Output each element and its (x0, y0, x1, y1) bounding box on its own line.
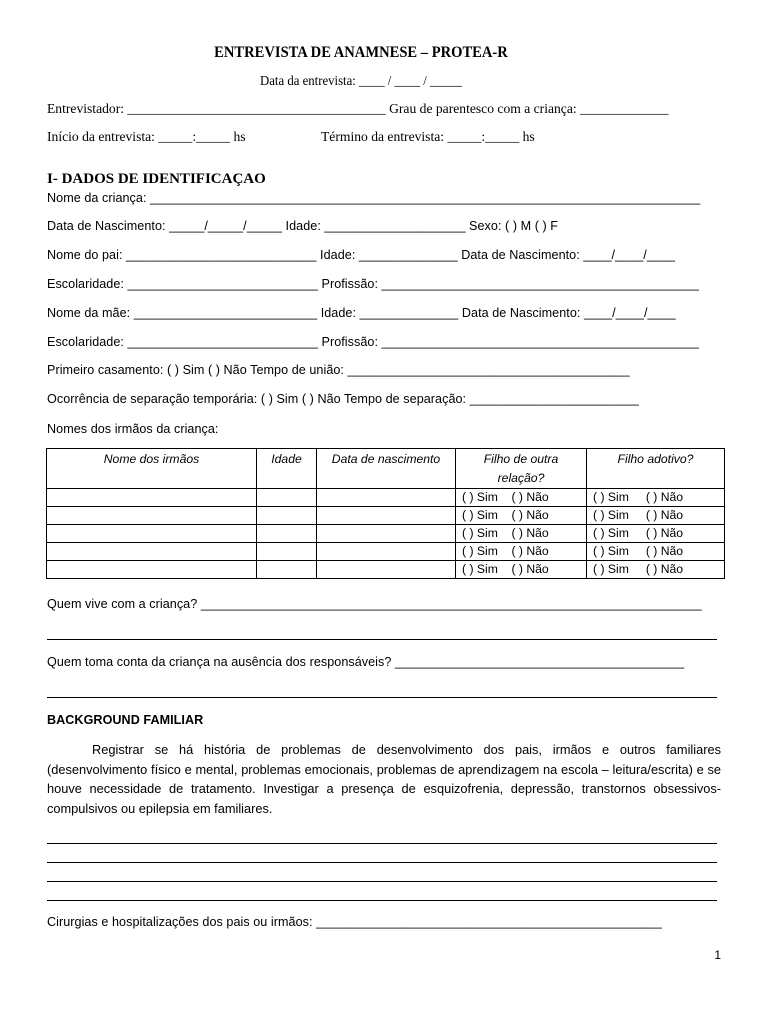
answer-line[interactable] (47, 881, 717, 882)
mother-education-field[interactable]: Escolaridade: ___________________________ Profissão: _____________________________________________ (47, 335, 699, 349)
surgeries-field[interactable]: Cirurgias e hospitalizações dos pais ou irmãos: _________________________________________________ (47, 915, 662, 929)
sibling-birth-cell[interactable] (317, 507, 456, 525)
answer-line[interactable] (47, 843, 717, 844)
answer-line[interactable] (47, 639, 717, 640)
sibling-age-cell[interactable] (257, 561, 317, 579)
header-age: Idade (257, 449, 317, 489)
option-no[interactable]: ( ) Não (511, 562, 549, 576)
other-relationship-options[interactable] (456, 561, 587, 579)
sibling-age-cell[interactable] (257, 507, 317, 525)
table-row (47, 543, 725, 561)
mother-name-field[interactable]: Nome da mãe: __________________________ Idade: ______________ Data de Nascimento: ____/____/____ (47, 306, 676, 320)
option-yes[interactable]: ( ) Sim (593, 526, 629, 540)
other-relationship-options[interactable] (456, 543, 587, 561)
background-title: BACKGROUND FAMILIAR (47, 713, 204, 727)
sibling-name-cell[interactable] (47, 561, 257, 579)
interview-date-field[interactable]: Data da entrevista: ____ / ____ / _____ (260, 73, 462, 88)
option-yes[interactable]: ( ) Sim (593, 544, 629, 558)
other-relationship-options[interactable] (456, 489, 587, 507)
header-birth-date: Data de nascimento (317, 449, 456, 489)
caretaker-field[interactable]: Quem toma conta da criança na ausência dos responsáveis? _________________________________________ (47, 655, 685, 669)
sibling-age-cell[interactable] (257, 489, 317, 507)
father-education-field[interactable]: Escolaridade: ___________________________ Profissão: _____________________________________________ (47, 277, 699, 291)
adopted-options[interactable] (587, 561, 725, 579)
separation-field[interactable]: Ocorrência de separação temporária: ( ) Sim ( ) Não Tempo de separação: ________________________ (47, 392, 639, 406)
interview-end-field[interactable]: Término da entrevista: _____:_____ hs (321, 129, 535, 144)
answer-line[interactable] (47, 900, 717, 901)
option-no[interactable]: ( ) Não (511, 526, 549, 540)
header-adopted: Filho adotivo? (587, 449, 725, 489)
sibling-name-cell[interactable] (47, 543, 257, 561)
lives-with-field[interactable]: Quem vive com a criança? _______________________________________________________________________ (47, 597, 702, 611)
option-yes[interactable]: ( ) Sim (462, 490, 498, 504)
document-title: ENTREVISTA DE ANAMNESE – PROTEA-R (214, 44, 508, 61)
sibling-name-cell[interactable] (47, 525, 257, 543)
siblings-label: Nomes dos irmãos da criança: (47, 422, 219, 436)
sibling-name-cell[interactable] (47, 507, 257, 525)
sibling-birth-cell[interactable] (317, 561, 456, 579)
option-no[interactable]: ( ) Não (645, 490, 684, 504)
option-yes[interactable]: ( ) Sim (462, 526, 498, 540)
other-relationship-options[interactable] (456, 507, 587, 525)
option-yes[interactable]: ( ) Sim (593, 490, 629, 504)
option-no[interactable]: ( ) Não (645, 508, 684, 522)
sibling-name-cell[interactable] (47, 489, 257, 507)
table-row (47, 507, 725, 525)
option-yes[interactable]: ( ) Sim (462, 562, 498, 576)
table-row (47, 489, 725, 507)
adopted-options[interactable] (587, 507, 725, 525)
table-row (47, 525, 725, 543)
option-yes[interactable]: ( ) Sim (593, 562, 629, 576)
child-birth-age-sex-field[interactable]: Data de Nascimento: _____/_____/_____ Idade: ____________________ Sexo: ( ) M ( ) F (47, 219, 559, 233)
father-name-field[interactable]: Nome do pai: ___________________________ Idade: ______________ Data de Nascimento: ____/____/____ (47, 248, 676, 262)
background-instructions: Registrar se há história de problemas de desenvolvimento dos pais, irmãos e outros familiares (desenvolvimento físico e mental, problemas emocionais, problemas de aprendizagem na escola – leitura/escrita) e se houve necessidade de tratamento. Investigar a presença de esquizofrenia, depressão, transtornos obsessivos-compulsivos ou epilepsia em familiares. (47, 742, 721, 816)
option-yes[interactable]: ( ) Sim (462, 544, 498, 558)
other-relationship-options[interactable] (456, 525, 587, 543)
sibling-birth-cell[interactable] (317, 543, 456, 561)
sibling-birth-cell[interactable] (317, 489, 456, 507)
sibling-age-cell[interactable] (257, 525, 317, 543)
option-no[interactable]: ( ) Não (645, 544, 684, 558)
sibling-age-cell[interactable] (257, 543, 317, 561)
sibling-birth-cell[interactable] (317, 525, 456, 543)
section-identification-title: I- DADOS DE IDENTIFICAÇAO (47, 171, 266, 187)
adopted-options[interactable] (587, 489, 725, 507)
adopted-options[interactable] (587, 543, 725, 561)
siblings-table (46, 448, 725, 579)
option-yes[interactable]: ( ) Sim (462, 508, 498, 522)
siblings-table-header (47, 449, 725, 489)
option-yes[interactable]: ( ) Sim (593, 508, 629, 522)
child-name-field[interactable]: Nome da criança: ______________________________________________________________________________ (47, 191, 701, 205)
table-row (47, 561, 725, 579)
option-no[interactable]: ( ) Não (645, 526, 684, 540)
answer-line[interactable] (47, 862, 717, 863)
answer-line[interactable] (47, 697, 717, 698)
first-marriage-field[interactable]: Primeiro casamento: ( ) Sim ( ) Não Tempo de união: ________________________________________ (47, 363, 630, 377)
header-other-relationship: Filho de outra relação? (456, 449, 587, 489)
page-number: 1 (714, 948, 721, 962)
option-no[interactable]: ( ) Não (511, 508, 549, 522)
option-no[interactable]: ( ) Não (511, 544, 549, 558)
interviewer-field[interactable]: Entrevistador: ______________________________________ Grau de parentesco com a criança: _____________ (47, 101, 669, 116)
interview-start-field[interactable]: Início da entrevista: _____:_____ hs (47, 129, 246, 144)
option-no[interactable]: ( ) Não (645, 562, 684, 576)
header-sibling-name: Nome dos irmãos (47, 449, 257, 489)
adopted-options[interactable] (587, 525, 725, 543)
option-no[interactable]: ( ) Não (511, 490, 549, 504)
